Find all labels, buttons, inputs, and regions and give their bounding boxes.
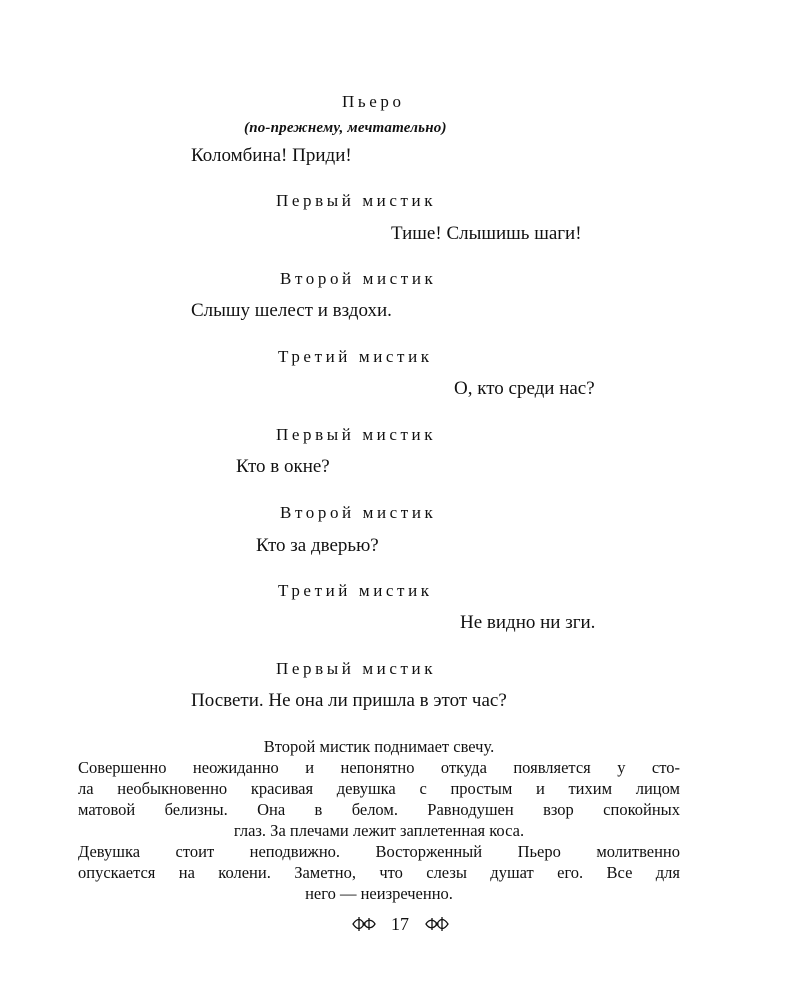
dialogue-line: Не видно ни зги.: [460, 612, 596, 633]
stage-direction-line: ла необыкновенно красивая девушка с простым и тихим лицом: [78, 779, 680, 798]
dialogue-line: Тише! Слышишь шаги!: [391, 223, 582, 244]
speaker-pierrot: Пьеро: [342, 92, 405, 111]
dialogue-line: Слышу шелест и вздохи.: [191, 300, 392, 321]
stage-direction-line: глаз. За плечами лежит заплетенная коса.: [233, 821, 525, 840]
stage-direction: [78, 736, 680, 904]
dialogue-line: Посвети. Не она ли пришла в этот час?: [191, 690, 507, 711]
speaker-third-mystic: Третий мистик: [278, 347, 433, 366]
speaker-first-mystic: Первый мистик: [276, 191, 437, 210]
ornament-left-icon: [351, 916, 377, 932]
stage-direction-line: матовой белизны. Она в белом. Равнодушен взор спокойных: [78, 800, 680, 819]
speaker-first-mystic: Первый мистик: [276, 659, 437, 678]
stage-direction-line: опускается на колени. Заметно, что слезы душат его. Все для: [78, 863, 680, 882]
stage-remark: (по-прежнему, мечтательно): [244, 120, 447, 136]
stage-direction-line: него — неизреченно.: [305, 884, 453, 903]
page-number: 17: [391, 913, 409, 934]
dialogue-line: Кто в окне?: [236, 456, 330, 477]
stage-direction-line: Девушка стоит неподвижно. Восторженный Пьеро молитвенно: [78, 842, 680, 861]
dialogue-line: Кто за дверью?: [256, 535, 379, 556]
dialogue-line: Коломбина! Приди!: [191, 145, 352, 166]
dialogue-line: О, кто среди нас?: [454, 378, 595, 399]
stage-direction-line: Совершенно неожиданно и непонятно откуда появляется у сто-: [78, 758, 680, 777]
speaker-third-mystic: Третий мистик: [278, 581, 433, 600]
ornament-right-icon: [424, 916, 450, 932]
speaker-second-mystic: Второй мистик: [280, 269, 437, 288]
speaker-second-mystic: Второй мистик: [280, 503, 437, 522]
speaker-first-mystic: Первый мистик: [276, 425, 437, 444]
page-footer: [0, 910, 800, 936]
stage-direction-line: Второй мистик поднимает свечу.: [263, 737, 495, 756]
